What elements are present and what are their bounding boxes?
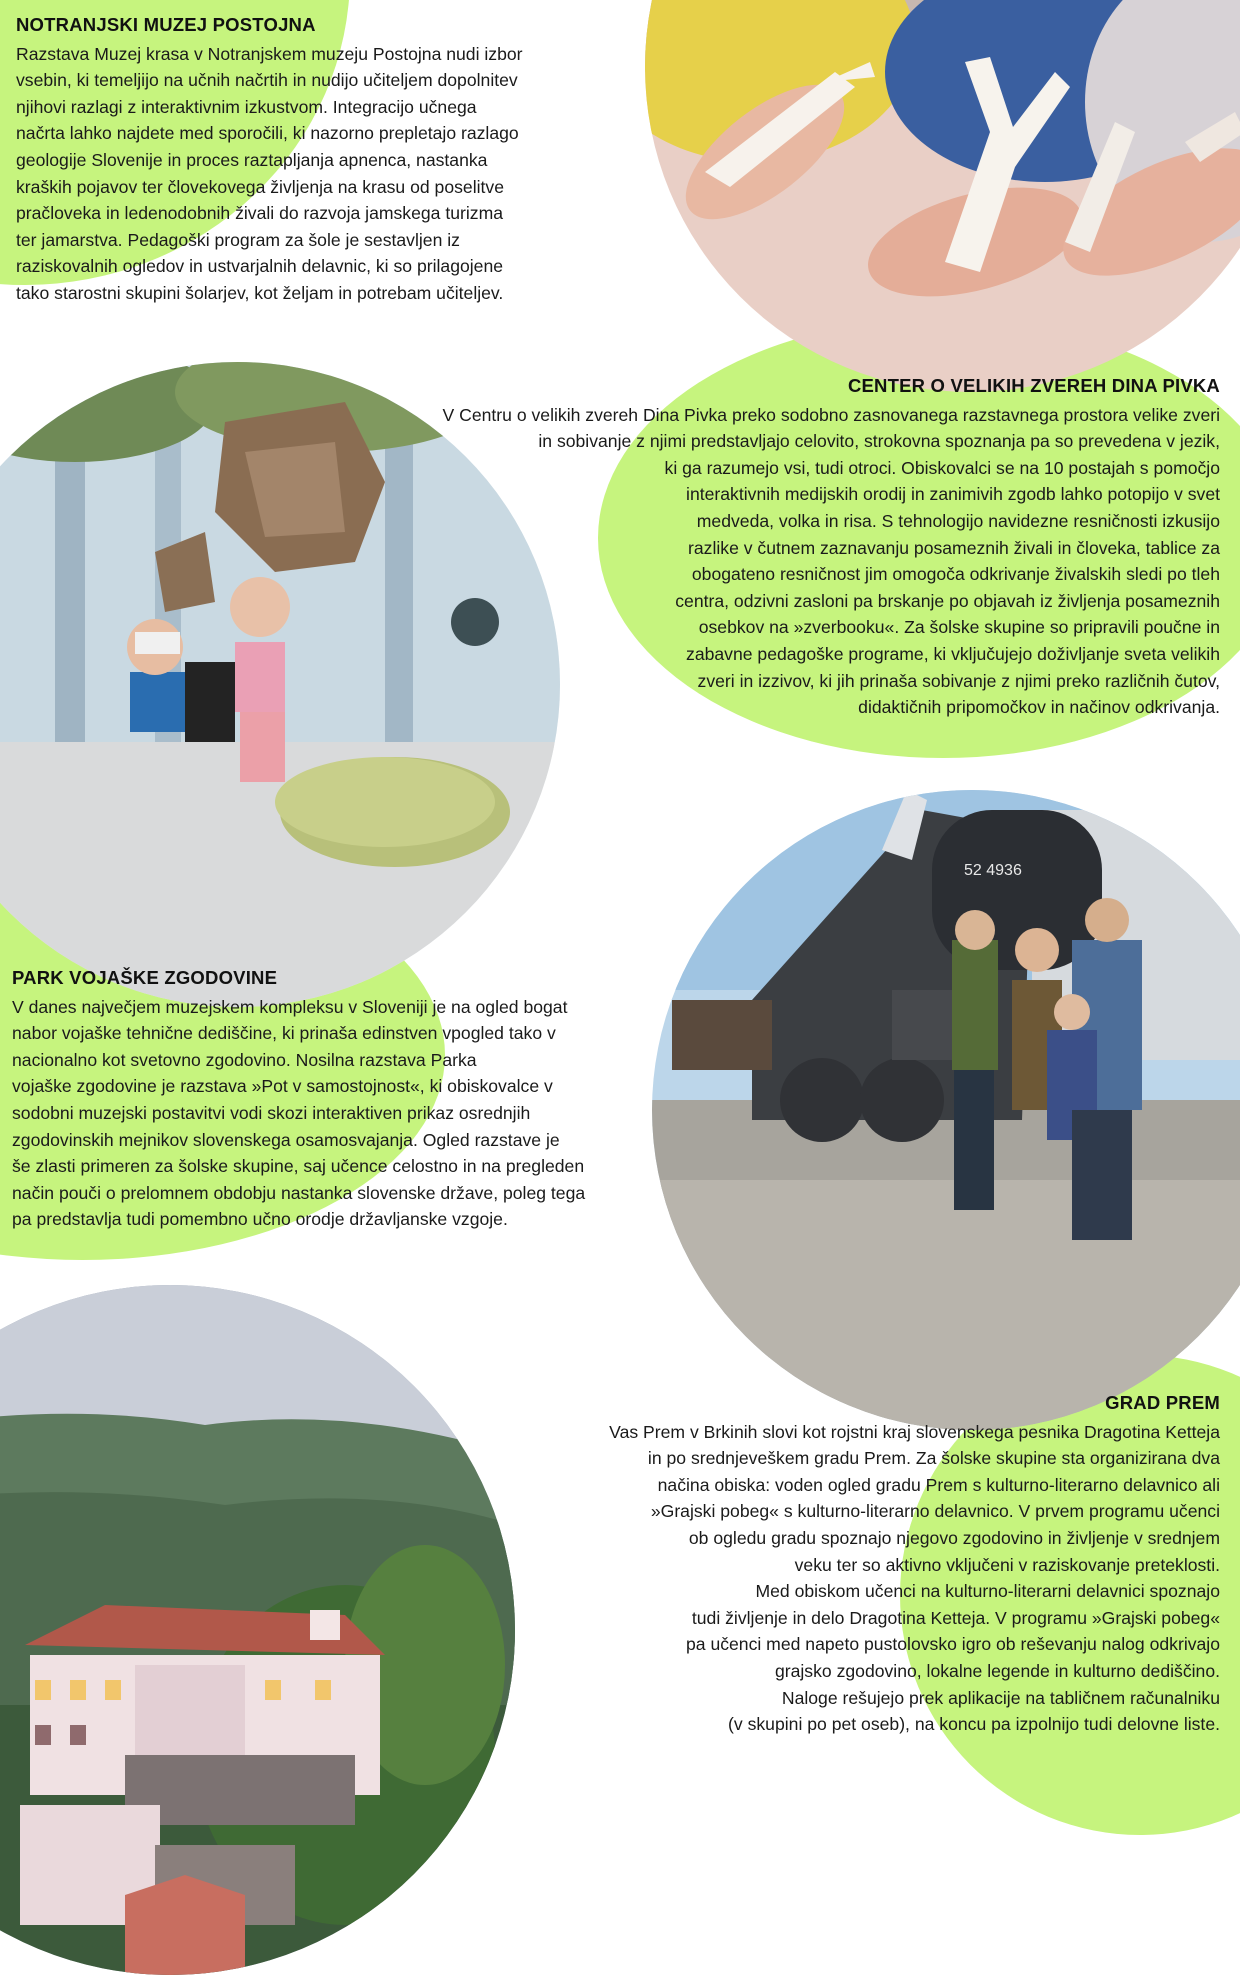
text-line: tudi življenje in delo Dragotina Ketteja. V programu »Grajski pobeg« — [691, 1607, 1220, 1628]
text-line: geologije Slovenije in proces raztapljanja apnenca, nastanka — [16, 149, 488, 170]
text-line: zabavne pedagoške programe, ki vključujejo doživljanje sveta velikih — [686, 643, 1220, 664]
text-line: nacionalno kot svetovno zgodovino. Nosilna razstava Parka — [12, 1049, 477, 1070]
text-line: in po srednjeveškem gradu Prem. Za šolske skupine sta organizirana dva — [647, 1448, 1220, 1469]
text-line: Med obiskom učenci na kulturno-literarni delavnici spoznajo — [755, 1581, 1220, 1602]
section-title: GRAD PREM — [1105, 1392, 1220, 1413]
section-title: PARK VOJAŠKE ZGODOVINE — [12, 967, 278, 988]
section-dina-pivka — [320, 373, 1220, 721]
text-line: razlike v čutnem zaznavanju posameznih živali in človeka, tablice za — [688, 537, 1220, 558]
text-line: interaktivnih medijskih orodij in zanimivih zgodb lahko potopijo v svet — [686, 484, 1220, 505]
text-line: kraških pojavov ter človekovega življenja na krasu od poselitve — [16, 176, 504, 197]
section-title: CENTER O VELIKIH ZVEREH DINA PIVKA — [847, 375, 1220, 396]
text-line: medveda, volka in risa. S tehnologijo navidezne resničnosti izkusijo — [696, 510, 1220, 531]
section-body — [420, 1419, 1220, 1738]
text-line: zgodovinskih mejnikov slovenskega osamosvajanja. Ogled razstave je — [12, 1129, 560, 1150]
text-line: zveri in izzivov, ki jih prinaša sobivanje z njimi preko različnih čutov, — [697, 670, 1220, 691]
text-line: »Grajski pobeg« s kulturno-literarno delavnico. V prvem programu učenci — [650, 1501, 1220, 1522]
text-line: Razstava Muzej krasa v Notranjskem muzeju Postojna nudi izbor — [16, 43, 523, 64]
text-line: še zlasti primeren za šolske skupine, saj učence celostno in na pregleden — [12, 1156, 585, 1177]
text-line: sodobni muzejski postavitvi vodi skozi interaktiven prikaz osrednjih — [12, 1102, 531, 1123]
text-line: V Centru o velikih zvereh Dina Pivka preko sodobno zasnovanega razstavnega prostora velike zveri — [442, 404, 1220, 425]
section-grad-prem — [420, 1390, 1220, 1738]
text-line: vojaške zgodovine je razstava »Pot v samostojnost«, ki obiskovalce v — [12, 1076, 553, 1097]
text-line: osebkov na »zverbooku«. Za šolske skupine so pripravili poučne in — [698, 617, 1220, 638]
text-line: ki ga razumejo vsi, tudi otroci. Obiskovalci se na 10 postajah s pomočjo — [664, 457, 1220, 478]
text-line: obogateno resničnost jim omogoča odkrivanje živalskih sledi po tleh — [691, 564, 1220, 585]
locomotive-number: 52 4936 — [964, 862, 1022, 879]
section-body — [320, 402, 1220, 721]
text-line: ob ogledu gradu spoznajo njegovo zgodovino in življenje v srednjem — [688, 1527, 1220, 1548]
text-line: pračloveka in ledenodobnih živali do razvoja jamskega turizma — [16, 203, 504, 224]
text-line: nabor vojaške tehnične dediščine, ki prinaša edinstven vpogled tako v — [12, 1023, 556, 1044]
photo-antler-hands — [645, 0, 1240, 392]
text-line: načina obiska: voden ogled gradu Prem s kulturno-literarno delavnico ali — [657, 1474, 1220, 1495]
text-line: način pouči o prelomnem obdobju nastanka slovenske države, poleg tega — [12, 1182, 586, 1203]
text-line: raziskovalnih ogledov in ustvarjalnih delavnic, ki so prilagojene — [16, 256, 504, 277]
photo-locomotive-family — [652, 790, 1240, 1430]
section-park-vojaske-zgodovine — [12, 965, 672, 1233]
text-line: ter jamarstva. Pedagoški program za šole je sestavljen iz — [16, 229, 460, 250]
section-body — [12, 994, 672, 1233]
text-line: grajsko zgodovino, lokalne legende in kulturno dediščino. — [774, 1660, 1220, 1681]
text-line: Vas Prem v Brkinih slovi kot rojstni kraj slovenskega pesnika Dragotina Ketteja — [609, 1421, 1220, 1442]
section-title: NOTRANJSKI MUZEJ POSTOJNA — [16, 14, 316, 35]
text-line: vsebin, ki temeljijo na učnih načrtih in nudijo učiteljem dopolnitev — [16, 70, 518, 91]
text-line: in sobivanje z njimi predstavljajo celovito, strokovna spoznanja pa so prevedena v jezik, — [538, 431, 1220, 452]
text-line: tako starostni skupini šolarjev, kot željam in potrebam učiteljev. — [16, 282, 504, 303]
text-line: V danes največjem muzejskem kompleksu v Sloveniji je na ogled bogat — [12, 996, 568, 1017]
section-notranjski-muzej — [16, 12, 616, 307]
text-line: (v skupini po pet oseb), na koncu pa izpolnijo tudi delovne liste. — [728, 1714, 1220, 1735]
text-line: veku ter so aktivno vključeni v raziskovanje preteklosti. — [794, 1554, 1220, 1575]
text-line: njihovi razlagi z interaktivnim izkustvom. Integracijo učnega — [16, 96, 477, 117]
text-line: pa učenci med napeto pustolovsko igro ob reševanju nalog odkrivajo — [685, 1634, 1220, 1655]
text-line: Naloge rešujejo prek aplikacije na tabličnem računalniku — [781, 1687, 1220, 1708]
section-body — [16, 41, 616, 307]
text-line: pa predstavlja tudi pomembno učno orodje državljanske vzgoje. — [12, 1209, 508, 1230]
text-line: načrta lahko najdete med sporočili, ki nazorno prepletajo razlago — [16, 123, 519, 144]
text-line: didaktičnih pripomočkov in načinov odkrivanja. — [858, 697, 1220, 718]
text-line: centra, odzivni zasloni pa brskanje po objavah iz življenja posameznih — [675, 590, 1220, 611]
